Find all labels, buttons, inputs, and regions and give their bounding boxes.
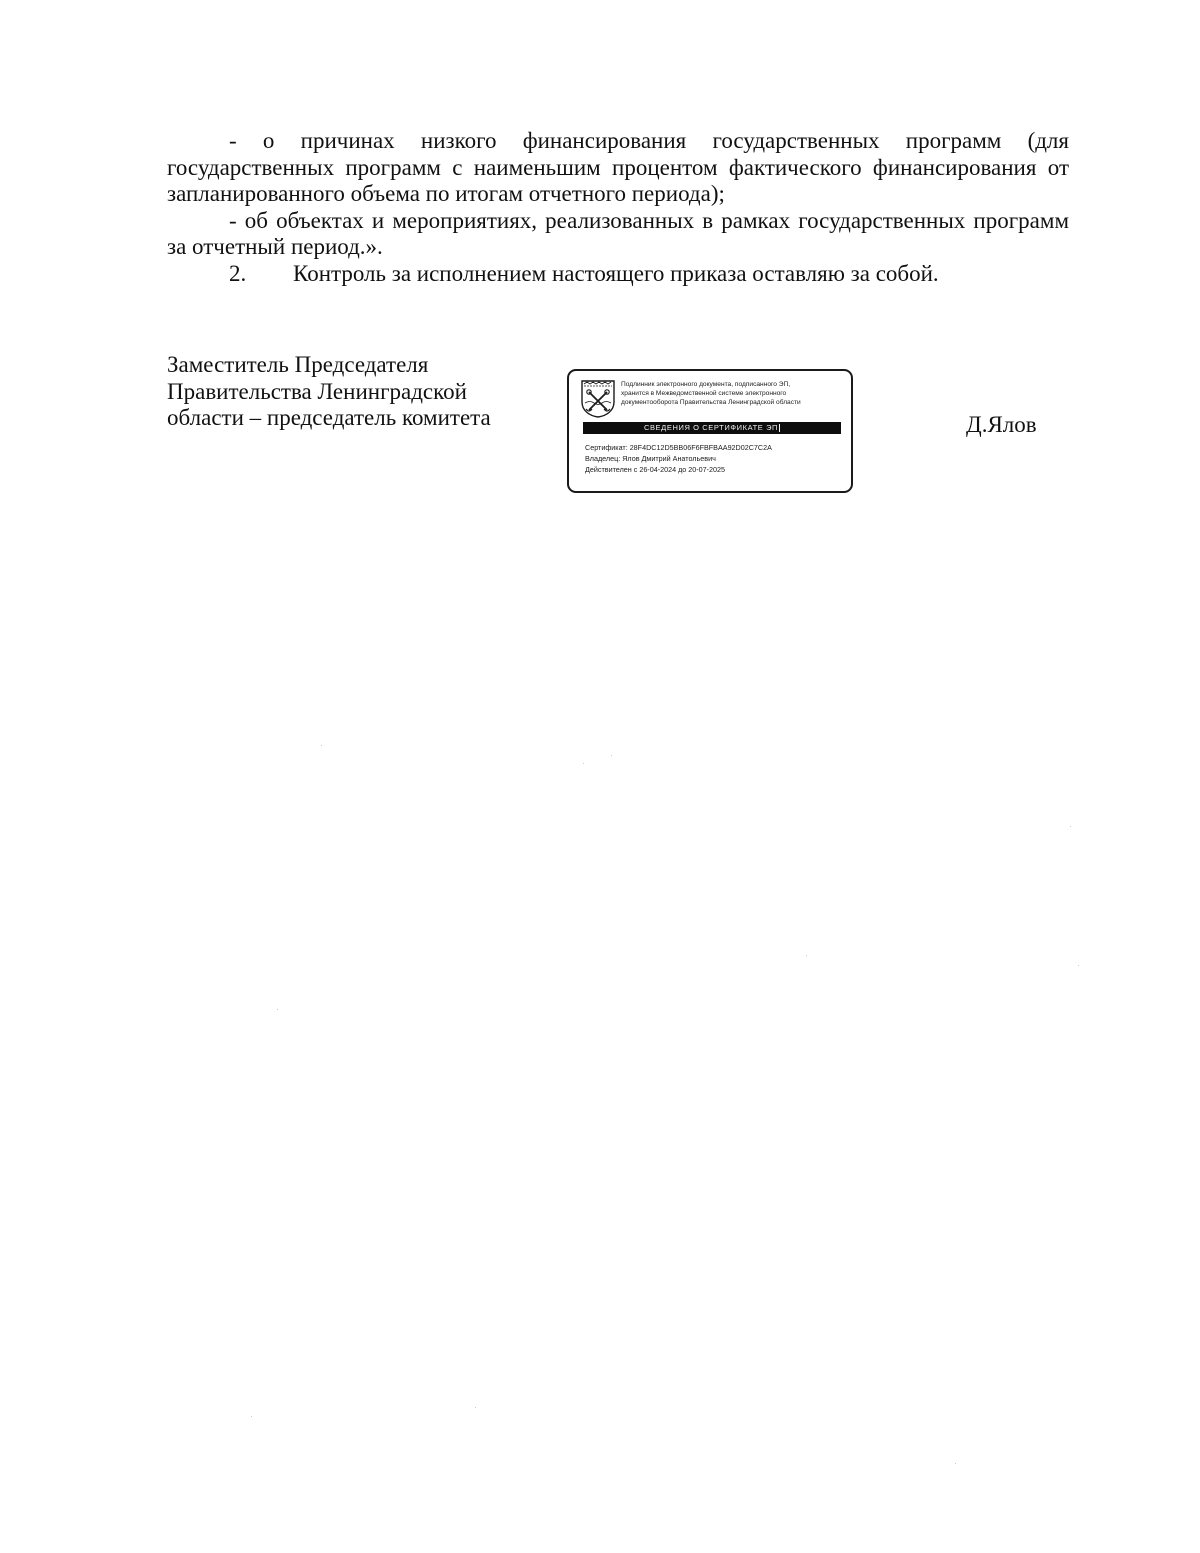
item-2 (167, 261, 1069, 288)
scan-speck (1078, 965, 1079, 966)
electronic-signature-stamp (567, 369, 853, 493)
scan-speck (277, 1009, 278, 1010)
stamp-notice-line: хранится в Межведомственной системе электронного (621, 390, 787, 397)
stamp-notice-line: Подлинник электронного документа, подписанного ЭП, (621, 381, 791, 388)
scan-speck (583, 763, 584, 764)
scan-speck (251, 1416, 252, 1417)
paragraph-low-financing-reasons: - о причинах низкого финансирования государственных программ (для государственных программ с наименьшим процентом фактического финансирования от запланированного объема по итогам отчетного периода); (167, 128, 1069, 206)
stamp-certificate: Сертификат: 28F4DC12D5BB06F6FBFBAA92D02C7C2A (585, 443, 772, 452)
stamp-owner: Владелец: Ялов Дмитрий Анатольевич (585, 454, 716, 463)
scan-speck (475, 1407, 476, 1408)
stamp-header-bar (583, 422, 841, 434)
signatory-position (167, 352, 547, 432)
scan-speck (321, 745, 322, 746)
scan-speck (1070, 826, 1071, 827)
text-cursor (779, 424, 780, 432)
item-2-number: 2. (229, 260, 247, 286)
item-2-text: Контроль за исполнением настоящего приказа оставляю за собой. (293, 260, 939, 286)
paragraph-implemented-objects: - об объектах и мероприятиях, реализованных в рамках государственных программ за отчетный период.». (167, 207, 1069, 259)
scan-speck (806, 955, 807, 956)
signatory-position-line: области – председатель комитета (167, 405, 491, 430)
stamp-notice-line: документооборота Правительства Ленинградской области (621, 399, 801, 406)
signatory-position-line: Заместитель Председателя (167, 352, 429, 377)
stamp-notice (621, 380, 849, 407)
stamp-header: СВЕДЕНИЯ О СЕРТИФИКАТЕ ЭП (643, 423, 779, 432)
document-body (167, 128, 1069, 287)
stamp-details (585, 442, 847, 475)
signer-name: Д.Ялов (966, 412, 1037, 437)
stamp-header-bracket (835, 422, 839, 434)
coat-of-arms-icon (581, 380, 615, 418)
scan-speck (955, 1463, 956, 1464)
scan-speck (611, 755, 612, 756)
stamp-validity: Действителен с 26-04-2024 до 20-07-2025 (585, 465, 726, 474)
signatory-position-line: Правительства Ленинградской (167, 378, 467, 404)
